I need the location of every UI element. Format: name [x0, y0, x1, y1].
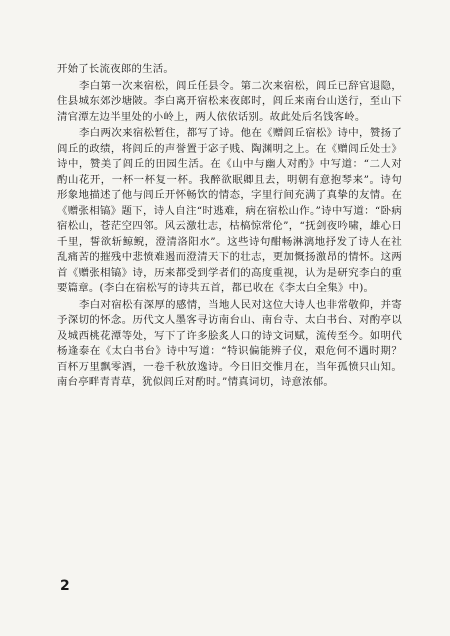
paragraph-legacy: 李白对宿松有深厚的感情，当地人民对这位大诗人也非常敬仰，并寄予深切的怀念。历代文人墨客寻访南台山、南台寺、太白书台、对酌亭以及城西桃花潭等处，写下了许多脍炙人口的诗文词赋，流传至今。如明代杨逢泰在《太白书台》诗中写道：“特识偏能辨子仪，艰危何不遇时期？百杯万里飘零酒，一卷千秋放逸诗。今日旧交惟月在，当年孤愤只山知。南台亭畔青青草，犹似闾丘对酌时。”情真词切，诗意浓郁。 — [57, 298, 402, 388]
paragraph-continuation: 开始了长流夜郎的生活。 — [57, 63, 175, 75]
paragraph-poems: 李白两次来宿松暂住，都写了诗。他在《赠闾丘宿松》诗中，赞扬了闾丘的政绩，将闾丘的声誉置于宓子贱、陶渊明之上。在《赠闾丘处士》诗中，赞美了闾丘的田园生活。在《山中与幽人对酌》中写道：“二人对酌山花开，一杯一杯复一杯。我醉欲眠卿且去，明朝有意抱琴来”。诗句形象地描述了他与闾丘开怀畅饮的情态，字里行间充满了真挚的友情。在《赠张相镐》题下，诗人自注“时逃难，病在宿松山作。”诗中写道：“卧病宿松山，苍茫空四邻。风云激壮志，枯槁惊常伦”，“抚剑夜吟啸，雄心日千里，誓欲斩鲸鲵，澄清洛阳水”。这些诗句酣畅淋漓地抒发了诗人在社乱痛苦的摧残中悲愤难遏而澄清天下的壮志，更加慨扬激昂的情怀。这两首《赠张相镐》诗，历来都受到学者们的高度重视，认为是研究李白的重要篇章。(李白在宿松写的诗共五首，都已收在《李太白全集》中)。 — [57, 127, 402, 294]
paragraph-visits: 李白第一次来宿松，闾丘任县令。第二次来宿松，闾丘已辞官退隐，住县城东郊沙塘陂。李白离开宿松来夜郎时，闾丘来南台山送行，至山下清官潭左边半里处的小岭上，两人依依话别。故此处后名饯客岭。 — [57, 79, 402, 123]
page-number: 2 — [60, 578, 70, 594]
body-text — [57, 62, 402, 392]
